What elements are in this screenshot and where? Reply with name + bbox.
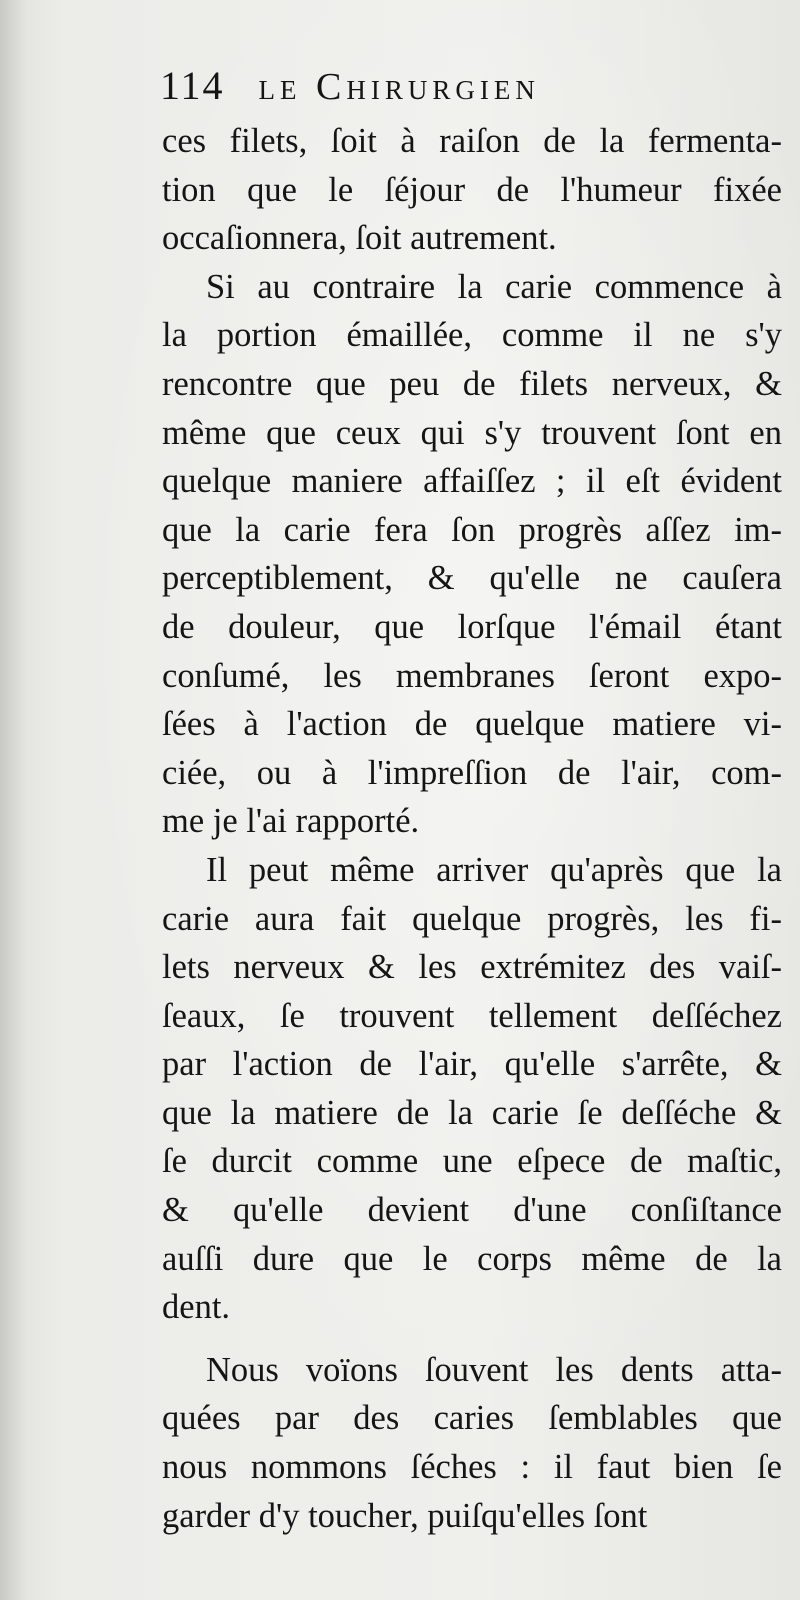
page-number: 114 [160,63,225,108]
paragraph [162,117,782,263]
running-title: le Chirurgien [258,66,540,108]
text-line: & qu'elle devient d'une conſiſtance [162,1191,782,1230]
text-line: ſeaux, ſe trouvent tellement deſſéchez [162,996,782,1035]
text-line: que la carie fera ſon progrès aſſez im- [162,510,782,549]
text-line: rencontre que peu de filets nerveux, & [162,364,782,403]
text-line: par l'action de l'air, qu'elle s'arrête, & [162,1045,782,1084]
text-line: nous nommons ſéches : il faut bien ſe [162,1448,782,1487]
text-line: ciée, ou à l'impreſſion de l'air, com- [162,753,782,792]
text-line: de douleur, que lorſque l'émail étant [162,607,782,646]
text-line: auſſi dure que le corps même de la [162,1239,782,1278]
text-line: dent. [162,1288,231,1327]
body-text [162,117,782,1540]
paragraph [162,1346,782,1540]
text-line: ces filets, ſoit à raiſon de la fermenta- [162,122,782,160]
paragraph [162,263,782,846]
text-line: quées par des caries ſemblables que [162,1399,782,1438]
text-line: Nous voïons ſouvent les dents atta- [206,1350,782,1389]
text-line: la portion émaillée, comme il ne s'y [162,316,782,355]
paragraph-gap [162,1332,782,1346]
text-line: même que ceux qui s'y trouvent ſont en [162,413,782,452]
text-line: tion que le ſéjour de l'humeur fixée [162,170,782,209]
page-header [160,62,760,112]
text-line: Si au contraire la carie commence à [206,267,782,306]
text-line: quelque maniere affaiſſez ; il eſt évident [162,462,782,501]
text-line: ſées à l'action de quelque matiere vi- [162,705,782,744]
text-line: carie aura fait quelque progrès, les fi- [162,899,782,938]
text-line: occaſionnera, ſoit autrement. [162,219,557,258]
text-line: Il peut même arriver qu'après que la [206,850,782,889]
text-line: garder d'y toucher, puiſqu'elles ſont [162,1496,648,1535]
text-line: lets nerveux & les extrémitez des vaiſ- [162,948,782,987]
page-gutter-shadow [0,0,26,1600]
text-line: conſumé, les membranes ſeront expo- [162,656,782,695]
paragraph [162,846,782,1332]
text-line: ſe durcit comme une eſpece de maſtic, [162,1142,782,1181]
text-line: perceptiblement, & qu'elle ne cauſera [162,559,782,598]
text-line: me je l'ai rapporté. [162,802,420,841]
text-line: que la matiere de la carie ſe deſſéche & [162,1093,782,1132]
